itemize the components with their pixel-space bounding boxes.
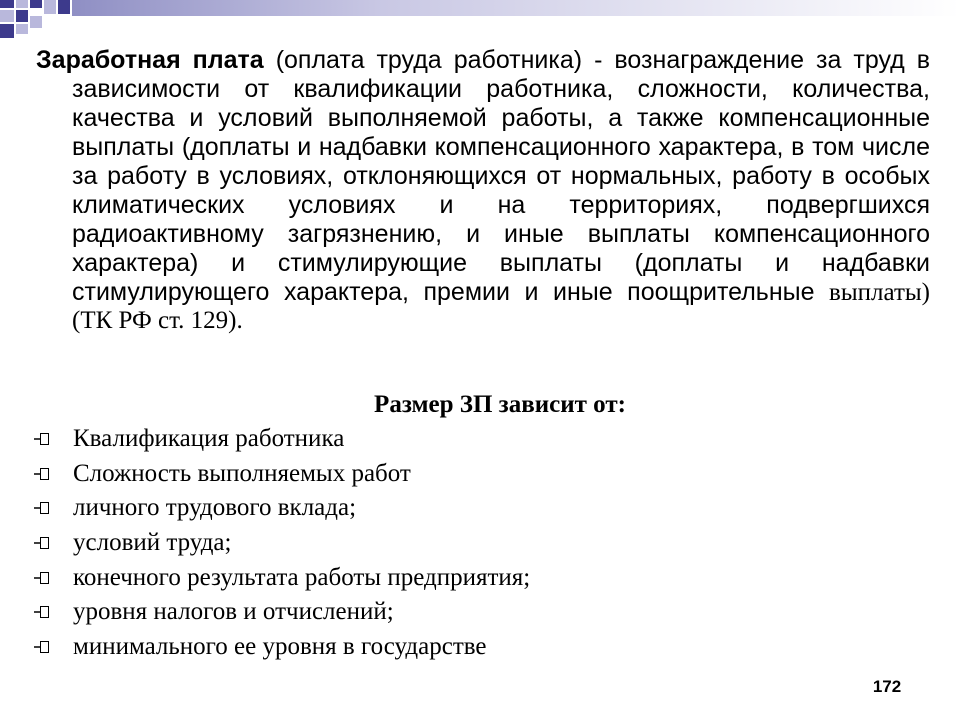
list-item-text: Сложность выполняемых работ <box>73 459 411 487</box>
list-item-text: конечного результата работы предприятия; <box>73 563 531 591</box>
box-bullet-icon <box>34 572 52 586</box>
box-bullet-icon <box>34 468 52 482</box>
list-item-text: условий труда; <box>73 529 232 557</box>
list-item <box>32 630 530 665</box>
header-decoration <box>0 0 960 40</box>
list-item <box>32 457 530 492</box>
page-number: 172 <box>872 677 902 696</box>
header-decoration-graphic <box>0 0 960 40</box>
list-item <box>32 595 530 630</box>
box-bullet-icon <box>34 502 52 516</box>
list-item <box>32 491 530 526</box>
box-bullet-icon <box>34 433 52 447</box>
definition-text: (оплата труда работника) - вознаграждение за труд в зависимости от квалификации работника, сложности, количества, качества и условий выполняемой работы, а также компенсационные выплаты (доплаты и надбавки компенсационного характера, в том числе за работу в условиях, отклоняющихся от нормальных, работу в особых климатических условиях и на территориях, подвергшихся радиоактивному загрязнению, и иные выплаты компенсационного характера) и стимулирующие выплаты (доплаты и надбавки стимулирующего характера, премии и иные поощрительные <box>72 46 930 306</box>
salary-definition <box>36 46 930 335</box>
list-item-text: минимального ее уровня в государстве <box>73 633 487 661</box>
list-item <box>32 526 530 561</box>
box-bullet-icon <box>34 606 52 620</box>
box-bullet-icon <box>34 641 52 655</box>
list-item-text: личного трудового вклада; <box>73 494 357 522</box>
box-bullet-icon <box>34 537 52 551</box>
list-heading: Размер ЗП зависит от: <box>374 391 626 418</box>
definition-term: Заработная плата <box>36 46 264 74</box>
factor-list <box>32 422 530 665</box>
definition-reference: выплаты) (ТК РФ ст. 129). <box>72 279 930 334</box>
list-item-text: уровня налогов и отчислений; <box>73 598 394 626</box>
list-item <box>32 422 530 457</box>
list-item-text: Квалификация работника <box>73 425 345 452</box>
list-item <box>32 561 530 596</box>
